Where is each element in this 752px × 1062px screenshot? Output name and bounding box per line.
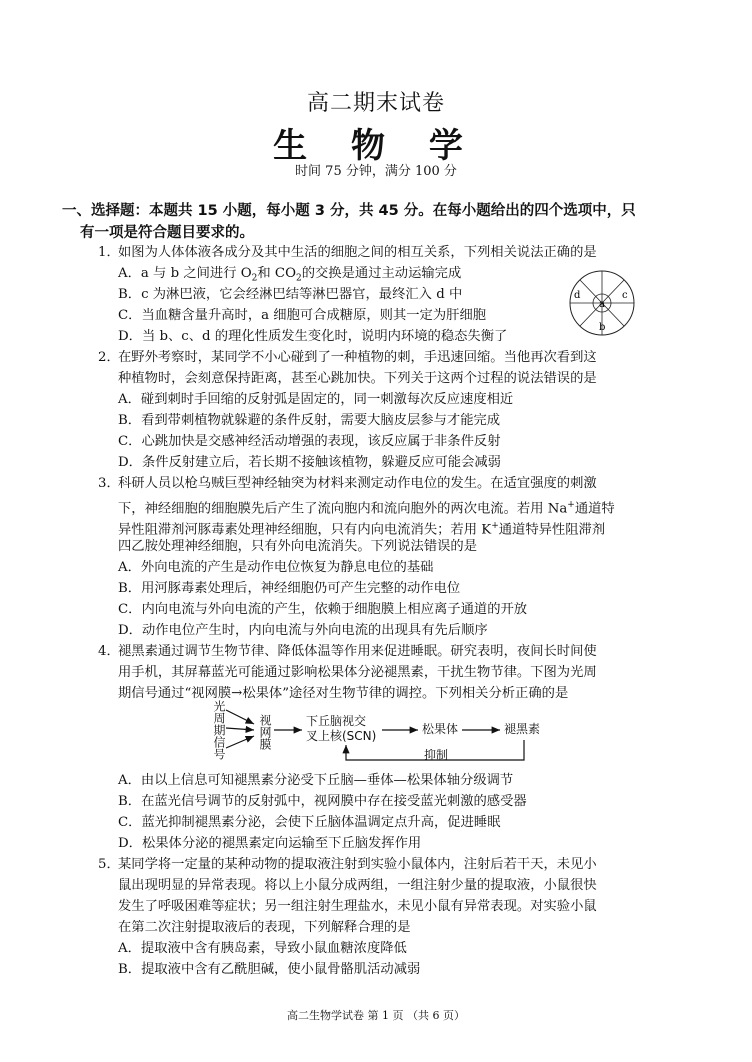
q1-a-sub1: 2 (251, 273, 258, 284)
q1-stem: 如图为人体体液各成分及其中生活的细胞之间的相互关系，下列相关说法正确的是 (118, 245, 597, 260)
time-info: 时间 75 分钟，满分 100 分 (295, 164, 457, 179)
q2-stem-line2: 种植物时，会刻意保持距离，甚至心跳加快。下列关于这两个过程的说法错误的是 (118, 371, 597, 386)
q4-melatonin-label: 褪黑素 (504, 722, 541, 736)
q4-number: 4． (98, 644, 120, 659)
q3-na-plus: + (567, 500, 575, 510)
subject-title: 生 物 学 (273, 126, 479, 166)
q1-a-sub2: 2 (295, 273, 302, 284)
q4-light-signal-label: 光周期信号 (212, 700, 226, 760)
q4-stem-line2: 用手机，其屏幕蓝光可能通过影响松果体分泌褪黑素，干扰生物节律。下图为光周 (118, 665, 597, 680)
section-heading-line1: 一、选择题：本题共 15 小题，每小题 3 分，共 45 分。在每小题给出的四个选项中，只 (62, 203, 636, 219)
page-footer: 高二生物学试卷 第 1 页 （共 6 页） (287, 1009, 465, 1022)
q2-option-d: D．条件反射建立后，若长期不接触该植物，躲避反应可能会减弱 (118, 455, 501, 470)
q4-scn-label-2: 叉上核(SCN) (306, 729, 377, 743)
q3-stem3-pre: 异性阻滞剂河豚毒素处理神经细胞，只有内向电流消失；若用 K (118, 522, 492, 538)
section-heading (62, 200, 680, 244)
q5-option-b: B．提取液中含有乙酰胆碱，使小鼠骨骼肌活动减弱 (118, 962, 421, 977)
q5-stem-line2: 鼠出现明显的异常表现。将以上小鼠分成两组，一组注射少量的提取液，小鼠很快 (118, 878, 597, 893)
q3-option-b: B．用河豚毒素处理后，神经细胞仍可产生完整的动作电位 (118, 581, 461, 596)
q1-option-d: D．当 b、c、d 的理化性质发生变化时，说明内环境的稳态失衡了 (118, 329, 508, 344)
q4-stem-line1: 褪黑素通过调节生物节律、降低体温等作用来促进睡眠。研究表明，夜间长时间使 (118, 644, 597, 659)
q1-fig-label-b: b (599, 322, 606, 333)
q4-diagram-arrows (196, 696, 576, 766)
q5-stem-line3: 发生了呼吸困难等症状；另一组注射生理盐水，未见小鼠有异常表现。对实验小鼠 (118, 899, 597, 914)
q4-retina-label: 视网膜 (258, 714, 272, 750)
q3-option-d: D．动作电位产生时，内向电流与外向电流的出现具有先后顺序 (118, 623, 488, 638)
q1-a-post: 的交换是通过主动运输完成 (301, 266, 462, 281)
q3-number: 3． (98, 476, 120, 491)
q3-k-plus: + (491, 521, 499, 531)
q1-option-c: C．当血糖含量升高时，a 细胞可合成糖原，则其一定为肝细胞 (118, 308, 487, 323)
q1-option-b: B．c 为淋巴液，它会经淋巴结等淋巴器官，最终汇入 d 中 (118, 287, 463, 302)
q2-option-c: C．心跳加快是交感神经活动增强的表现，该反应属于非条件反射 (118, 434, 501, 449)
q5-stem-line1: 某同学将一定量的某种动物的提取液注射到实验小鼠体内，注射后若干天，未见小 (118, 857, 597, 872)
q1-number: 1． (98, 245, 120, 260)
q4-option-a: A．由以上信息可知褪黑素分泌受下丘脑—垂体—松果体轴分级调节 (118, 773, 514, 788)
q4-option-c: C．蓝光抑制褪黑素分泌，会使下丘脑体温调定点升高，促进睡眠 (118, 815, 501, 830)
q3-option-a: A．外向电流的产生是动作电位恢复为静息电位的基础 (118, 560, 434, 575)
q2-option-b: B．看到带刺植物就躲避的条件反射，需要大脑皮层参与才能完成 (118, 413, 501, 428)
q3-stem-line1: 科研人员以枪乌贼巨型神经轴突为材料来测定动作电位的发生。在适宜强度的刺激 (118, 476, 597, 491)
section-heading-line2: 有一项是符合题目要求的。 (80, 225, 254, 241)
q4-pathway-diagram (196, 696, 576, 766)
q1-body-fluid-figure (560, 268, 646, 338)
q1-fig-label-c: c (622, 290, 628, 301)
q3-stem-line4: 四乙胺处理神经细胞，只有外向电流消失。下列说法错误的是 (118, 539, 478, 554)
q4-inhibit-label: 抑制 (424, 748, 449, 762)
q5-number: 5． (98, 857, 120, 872)
q3-stem3-post: 通道特异性阻滞剂 (498, 522, 606, 538)
q2-stem-line1: 在野外考察时，某同学不小心碰到了一种植物的刺，手迅速回缩。当他再次看到这 (118, 350, 597, 365)
q4-scn-label-1: 下丘脑视交 (306, 714, 367, 728)
exam-title: 高二期末试卷 (306, 91, 445, 116)
q1-a-pre: A．a 与 b 之间进行 O (118, 266, 252, 281)
q3-stem2-pre: 下，神经细胞的细胞膜先后产生了流向胞内和流向胞外的两次电流。若用 Na (118, 501, 568, 517)
q2-number: 2． (98, 350, 120, 365)
q2-option-a: A．碰到刺时手回缩的反射弧是固定的，同一刺激每次反应速度相近 (118, 392, 514, 407)
q3-stem2-post: 通道特 (574, 501, 615, 517)
q5-option-a: A．提取液中含有胰岛素，导致小鼠血糖浓度降低 (118, 941, 407, 956)
q1-a-mid: 和 CO (257, 266, 296, 281)
q4-stem-line3: 期信号通过“视网膜→松果体”途径对生物节律的调控。下列相关分析正确的是 (118, 686, 569, 701)
q3-option-c: C．内向电流与外向电流的产生，依赖于细胞膜上相应离子通道的开放 (118, 602, 528, 617)
q5-stem-line4: 在第二次注射提取液后的表现，下列解释合理的是 (118, 920, 411, 935)
q4-option-b: B．在蓝光信号调节的反射弧中，视网膜中存在接受蓝光刺激的感受器 (118, 794, 527, 809)
q1-fig-label-a: a (599, 299, 605, 310)
q4-pineal-label: 松果体 (422, 722, 459, 736)
q4-option-d: D．松果体分泌的褪黑素定向运输至下丘脑发挥作用 (118, 836, 422, 851)
q1-fig-label-d: d (574, 290, 581, 301)
